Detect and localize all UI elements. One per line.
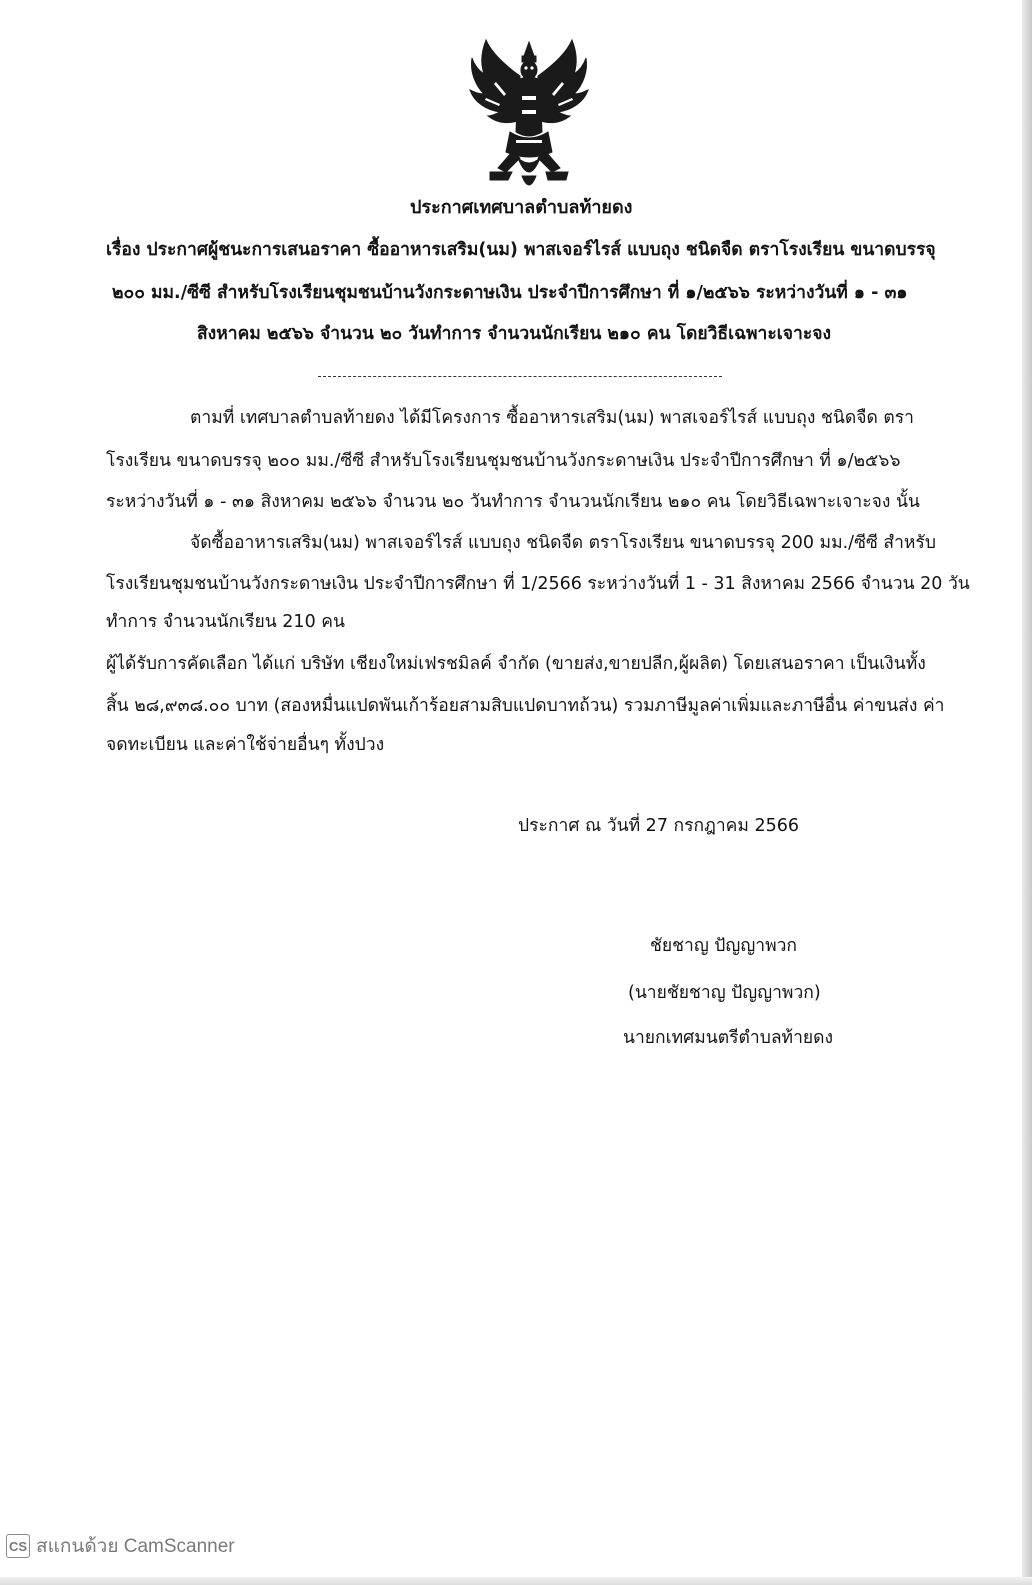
subject-line: เรื่อง ประกาศผู้ชนะการเสนอราคา ซื้ออาหารเสริม(นม) พาสเจอร์ไรส์ แบบถุง ชนิดจืด ตราโรงเรียน ขนาดบรรจุ (106, 240, 936, 260)
paragraph-line: โรงเรียน ขนาดบรรจุ ๒๐๐ มม./ซีซี สำหรับโรงเรียนชุมชนบ้านวังกระดาษเงิน ประจำปีการศึกษา ที่ ๑/๒๕๖๖ (106, 451, 901, 471)
document-header: ประกาศเทศบาลตำบลท้ายดง (410, 197, 633, 218)
paragraph-line: สิ้น ๒๘,๙๓๘.๐๐ บาท (สองหมื่นแปดพันเก้าร้อยสามสิบแปดบาทถ้วน) รวมภาษีมูลค่าเพิ่มและภาษีอื่น ค่าขนส่ง ค่า (106, 696, 945, 716)
paragraph-line: ตามที่ เทศบาลตำบลท้ายดง ได้มีโครงการ ซื้ออาหารเสริม(นม) พาสเจอร์ไรส์ แบบถุง ชนิดจืด ตรา (190, 408, 914, 428)
paragraph-line: ผู้ได้รับการคัดเลือก ได้แก่ บริษัท เชียงใหม่เฟรชมิลค์ จำกัด (ขายส่ง,ขายปลีก,ผู้ผลิต) โดยเสนอราคา เป็นเงินทั้ง (106, 654, 926, 674)
paragraph-line: โรงเรียนชุมชนบ้านวังกระดาษเงิน ประจำปีการศึกษา ที่ 1/2566 ระหว่างวันที่ 1 - 31 สิงหาคม 2566 จำนวน 20 วัน (106, 574, 970, 594)
signer-name: (นายชัยชาญ ปัญญาพวก) (628, 983, 821, 1003)
garuda-emblem-icon (466, 36, 592, 194)
camscanner-logo-icon: CS (6, 1534, 30, 1558)
scan-edge-shadow (1022, 0, 1032, 1585)
paragraph-line: ทำการ จำนวนนักเรียน 210 คน (106, 612, 345, 632)
paragraph-line: จัดซื้ออาหารเสริม(นม) พาสเจอร์ไรส์ แบบถุง ชนิดจืด ตราโรงเรียน ขนาดบรรจุ 200 มม./ซีซี สำหรับ (190, 533, 936, 553)
signature: ชัยชาญ ปัญญาพวก (650, 936, 798, 956)
camscanner-watermark (6, 1534, 235, 1558)
paragraph-line: ระหว่างวันที่ ๑ - ๓๑ สิงหาคม ๒๕๖๖ จำนวน ๒๐ วันทำการ จำนวนนักเรียน ๒๑๐ คน โดยวิธีเฉพาะเจาะจง นั้น (106, 492, 920, 512)
announce-date: ประกาศ ณ วันที่ 27 กรกฎาคม 2566 (518, 816, 800, 836)
paragraph-line: จดทะเบียน และค่าใช้จ่ายอื่นๆ ทั้งปวง (106, 735, 385, 755)
subject-line: สิงหาคม ๒๕๖๖ จำนวน ๒๐ วันทำการ จำนวนนักเรียน ๒๑๐ คน โดยวิธีเฉพาะเจาะจง (197, 324, 832, 344)
subject-line: ๒๐๐ มม./ซีซี สำหรับโรงเรียนชุมชนบ้านวังกระดาษเงิน ประจำปีการศึกษา ที่ ๑/๒๕๖๖ ระหว่างวันที่ ๑ - ๓๑ (112, 283, 908, 303)
signer-position: นายกเทศมนตรีตำบลท้ายดง (623, 1028, 834, 1048)
camscanner-label: สแกนด้วย CamScanner (36, 1536, 235, 1557)
dashed-divider (318, 376, 722, 377)
scan-bottom-shadow (0, 1577, 1032, 1585)
